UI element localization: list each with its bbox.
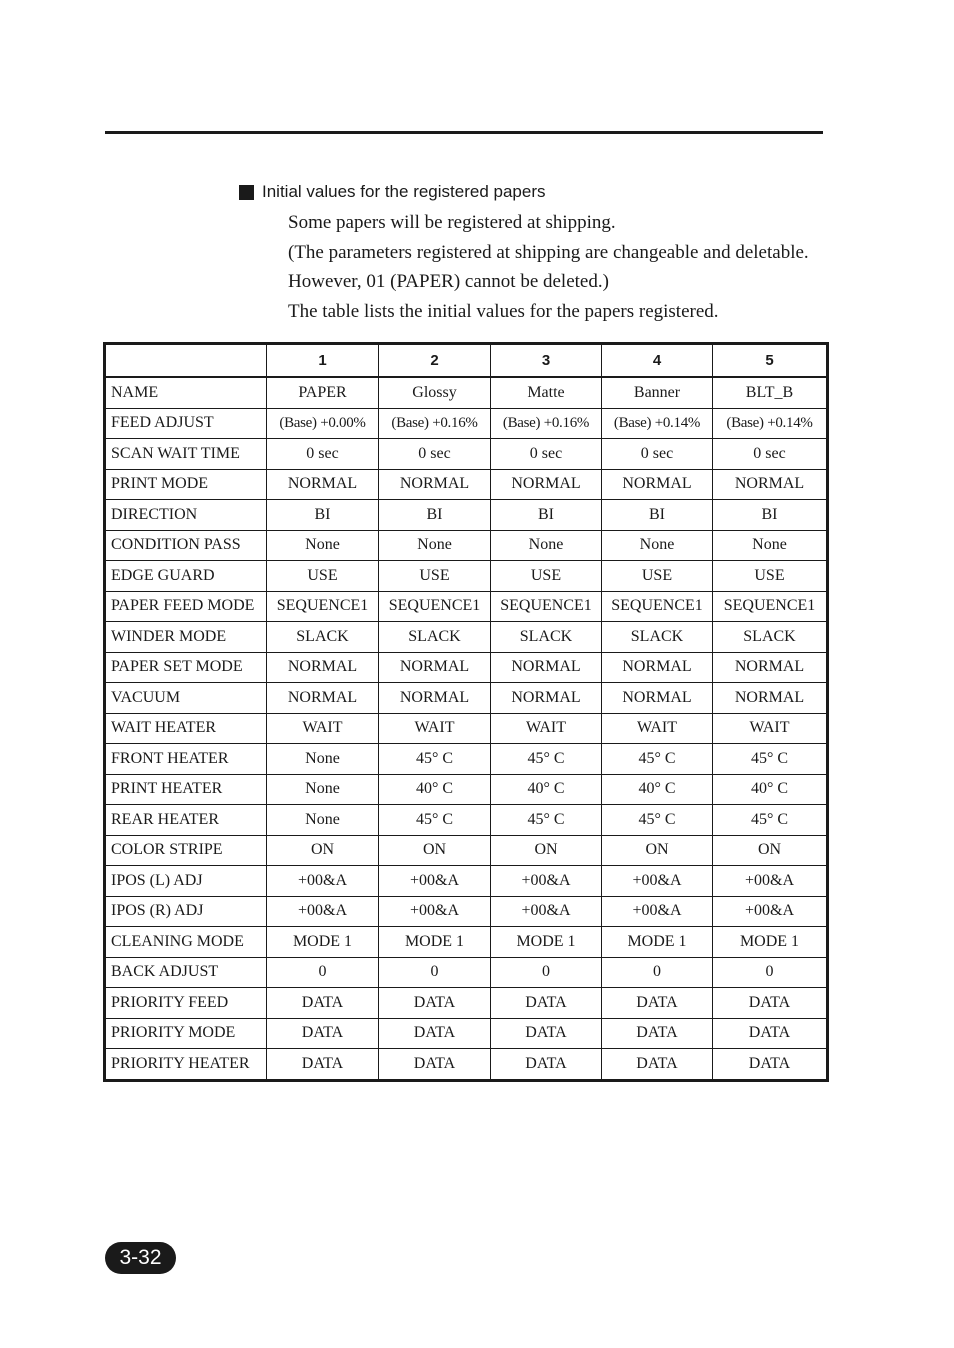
table-cell: None <box>267 805 379 836</box>
table-header-row <box>105 344 828 378</box>
table-cell: 40° C <box>491 774 602 805</box>
table-cell: None <box>602 530 713 561</box>
page-number-badge <box>105 1242 176 1274</box>
table-cell: Glossy <box>379 377 491 408</box>
table-cell: BLT_B <box>713 377 828 408</box>
table-cell: ON <box>379 835 491 866</box>
table-cell: None <box>267 744 379 775</box>
table-cell: None <box>491 530 602 561</box>
table-cell: (Base) +0.16% <box>491 408 602 439</box>
table-cell: 45° C <box>491 744 602 775</box>
table-row <box>105 774 828 805</box>
table-row <box>105 591 828 622</box>
table-cell: BI <box>713 500 828 531</box>
intro-line: Some papers will be registered at shipping. <box>288 212 616 233</box>
table-cell: +00&A <box>491 866 602 897</box>
table-cell: 45° C <box>602 744 713 775</box>
table-cell: 45° C <box>713 744 828 775</box>
table-cell: 0 sec <box>602 439 713 470</box>
table-cell: 0 <box>267 957 379 988</box>
table-cell: (Base) +0.00% <box>267 408 379 439</box>
table-cell: MODE 1 <box>491 927 602 958</box>
table-cell: SLACK <box>602 622 713 653</box>
table-cell: SLACK <box>713 622 828 653</box>
table-row <box>105 408 828 439</box>
table-cell: +00&A <box>267 896 379 927</box>
table-cell: 0 <box>491 957 602 988</box>
table-cell: DATA <box>491 988 602 1019</box>
table-cell: 0 sec <box>379 439 491 470</box>
section-heading-text: Initial values for the registered papers <box>262 182 546 201</box>
table-cell: (Base) +0.14% <box>713 408 828 439</box>
row-label: CLEANING MODE <box>105 927 267 958</box>
table-cell: DATA <box>267 1049 379 1081</box>
table-cell: DATA <box>713 1018 828 1049</box>
intro-line: The table lists the initial values for the papers registered. <box>288 300 719 322</box>
table-cell: PAPER <box>267 377 379 408</box>
table-cell: ON <box>267 835 379 866</box>
table-cell: BI <box>379 500 491 531</box>
table-cell: MODE 1 <box>267 927 379 958</box>
table-cell: DATA <box>267 988 379 1019</box>
table-cell: 0 sec <box>491 439 602 470</box>
table-cell: (Base) +0.16% <box>379 408 491 439</box>
table-cell: 0 sec <box>713 439 828 470</box>
table-cell: MODE 1 <box>379 927 491 958</box>
table-cell: +00&A <box>379 866 491 897</box>
table-cell: NORMAL <box>713 683 828 714</box>
table-cell: +00&A <box>713 896 828 927</box>
table-row <box>105 469 828 500</box>
table-cell: None <box>713 530 828 561</box>
table-cell: DATA <box>491 1049 602 1081</box>
table-cell: ON <box>713 835 828 866</box>
table-cell: Matte <box>491 377 602 408</box>
row-label: PAPER SET MODE <box>105 652 267 683</box>
table-cell: MODE 1 <box>713 927 828 958</box>
table-row <box>105 377 828 408</box>
table-cell: 45° C <box>379 805 491 836</box>
table-cell: 45° C <box>713 805 828 836</box>
row-label: SCAN WAIT TIME <box>105 439 267 470</box>
intro-line: However, 01 (PAPER) cannot be deleted.) <box>288 271 609 293</box>
page-number: 3-32 <box>119 1246 162 1269</box>
table-cell: SLACK <box>379 622 491 653</box>
table-cell: None <box>379 530 491 561</box>
table-row <box>105 652 828 683</box>
table-cell: +00&A <box>491 896 602 927</box>
table-cell: USE <box>379 561 491 592</box>
table-cell: USE <box>713 561 828 592</box>
table-cell: 0 <box>379 957 491 988</box>
table-row <box>105 439 828 470</box>
table-cell: None <box>267 530 379 561</box>
row-label: PRIORITY MODE <box>105 1018 267 1049</box>
column-header-4: 4 <box>602 344 713 378</box>
row-label: IPOS (R) ADJ <box>105 896 267 927</box>
table-cell: USE <box>267 561 379 592</box>
table-cell: NORMAL <box>602 469 713 500</box>
table-cell: NORMAL <box>713 469 828 500</box>
table-cell: DATA <box>267 1018 379 1049</box>
table-cell: +00&A <box>713 866 828 897</box>
table-row <box>105 500 828 531</box>
row-label: PRINT MODE <box>105 469 267 500</box>
table-cell: ON <box>602 835 713 866</box>
table-cell: NORMAL <box>379 683 491 714</box>
row-label: NAME <box>105 377 267 408</box>
row-label: IPOS (L) ADJ <box>105 866 267 897</box>
table-cell: 40° C <box>379 774 491 805</box>
table-cell: +00&A <box>602 866 713 897</box>
row-label: CONDITION PASS <box>105 530 267 561</box>
table-cell: DATA <box>491 1018 602 1049</box>
table-cell: BI <box>267 500 379 531</box>
row-label: REAR HEATER <box>105 805 267 836</box>
table-cell: NORMAL <box>379 652 491 683</box>
row-label: EDGE GUARD <box>105 561 267 592</box>
table-cell: SLACK <box>267 622 379 653</box>
table-row <box>105 561 828 592</box>
row-label: VACUUM <box>105 683 267 714</box>
table-cell: SEQUENCE1 <box>379 591 491 622</box>
table-cell: WAIT <box>379 713 491 744</box>
row-label: FRONT HEATER <box>105 744 267 775</box>
row-label: PRIORITY HEATER <box>105 1049 267 1081</box>
column-header-1: 1 <box>267 344 379 378</box>
table-cell: NORMAL <box>602 683 713 714</box>
table-cell: +00&A <box>379 896 491 927</box>
table-row <box>105 988 828 1019</box>
table-cell: NORMAL <box>713 652 828 683</box>
table-row <box>105 683 828 714</box>
column-header-2: 2 <box>379 344 491 378</box>
table-cell: DATA <box>379 988 491 1019</box>
section-heading <box>239 182 546 202</box>
row-label: PRIORITY FEED <box>105 988 267 1019</box>
table-row <box>105 744 828 775</box>
table-cell: BI <box>491 500 602 531</box>
table-cell: None <box>267 774 379 805</box>
table-cell: 45° C <box>602 805 713 836</box>
table-cell: 0 <box>602 957 713 988</box>
table-row <box>105 896 828 927</box>
table-cell: NORMAL <box>491 652 602 683</box>
table-cell: +00&A <box>602 896 713 927</box>
table-cell: DATA <box>713 988 828 1019</box>
table-cell: SLACK <box>491 622 602 653</box>
table-cell: DATA <box>379 1049 491 1081</box>
table-cell: WAIT <box>602 713 713 744</box>
table-cell: NORMAL <box>379 469 491 500</box>
row-label: PRINT HEATER <box>105 774 267 805</box>
square-bullet-icon <box>239 185 254 200</box>
table-body <box>105 377 828 1080</box>
table-cell: NORMAL <box>491 469 602 500</box>
top-rule <box>105 131 823 134</box>
table-cell: 45° C <box>491 805 602 836</box>
table-cell: 0 <box>713 957 828 988</box>
column-header-blank <box>105 344 267 378</box>
table-cell: WAIT <box>491 713 602 744</box>
table-cell: +00&A <box>267 866 379 897</box>
row-label: BACK ADJUST <box>105 957 267 988</box>
table-cell: NORMAL <box>602 652 713 683</box>
row-label: WINDER MODE <box>105 622 267 653</box>
table-cell: WAIT <box>713 713 828 744</box>
table-row <box>105 805 828 836</box>
table-cell: Banner <box>602 377 713 408</box>
table-cell: SEQUENCE1 <box>602 591 713 622</box>
row-label: COLOR STRIPE <box>105 835 267 866</box>
table-cell: 40° C <box>713 774 828 805</box>
table-cell: NORMAL <box>267 683 379 714</box>
table-cell: NORMAL <box>267 469 379 500</box>
table-row <box>105 530 828 561</box>
table-cell: NORMAL <box>267 652 379 683</box>
table-cell: DATA <box>602 988 713 1019</box>
row-label: WAIT HEATER <box>105 713 267 744</box>
table-cell: BI <box>602 500 713 531</box>
column-header-5: 5 <box>713 344 828 378</box>
table-cell: USE <box>602 561 713 592</box>
intro-text <box>288 208 809 326</box>
table-row <box>105 927 828 958</box>
initial-values-table <box>103 342 829 1082</box>
intro-line: (The parameters registered at shipping are changeable and deletable. <box>288 241 809 263</box>
table-cell: SEQUENCE1 <box>491 591 602 622</box>
table-cell: DATA <box>602 1049 713 1081</box>
table-cell: SEQUENCE1 <box>267 591 379 622</box>
table-cell: SEQUENCE1 <box>713 591 828 622</box>
table-row <box>105 713 828 744</box>
table-row <box>105 1018 828 1049</box>
table-row <box>105 1049 828 1081</box>
column-header-3: 3 <box>491 344 602 378</box>
table-cell: DATA <box>379 1018 491 1049</box>
table-cell: DATA <box>602 1018 713 1049</box>
table-row <box>105 866 828 897</box>
table-row <box>105 622 828 653</box>
table-cell: (Base) +0.14% <box>602 408 713 439</box>
row-label: DIRECTION <box>105 500 267 531</box>
row-label: FEED ADJUST <box>105 408 267 439</box>
row-label: PAPER FEED MODE <box>105 591 267 622</box>
table-cell: 0 sec <box>267 439 379 470</box>
table-cell: ON <box>491 835 602 866</box>
table-cell: 45° C <box>379 744 491 775</box>
table-row <box>105 957 828 988</box>
table-cell: WAIT <box>267 713 379 744</box>
table-cell: USE <box>491 561 602 592</box>
table-cell: DATA <box>713 1049 828 1081</box>
table-cell: MODE 1 <box>602 927 713 958</box>
table-cell: NORMAL <box>491 683 602 714</box>
table-row <box>105 835 828 866</box>
table-cell: 40° C <box>602 774 713 805</box>
